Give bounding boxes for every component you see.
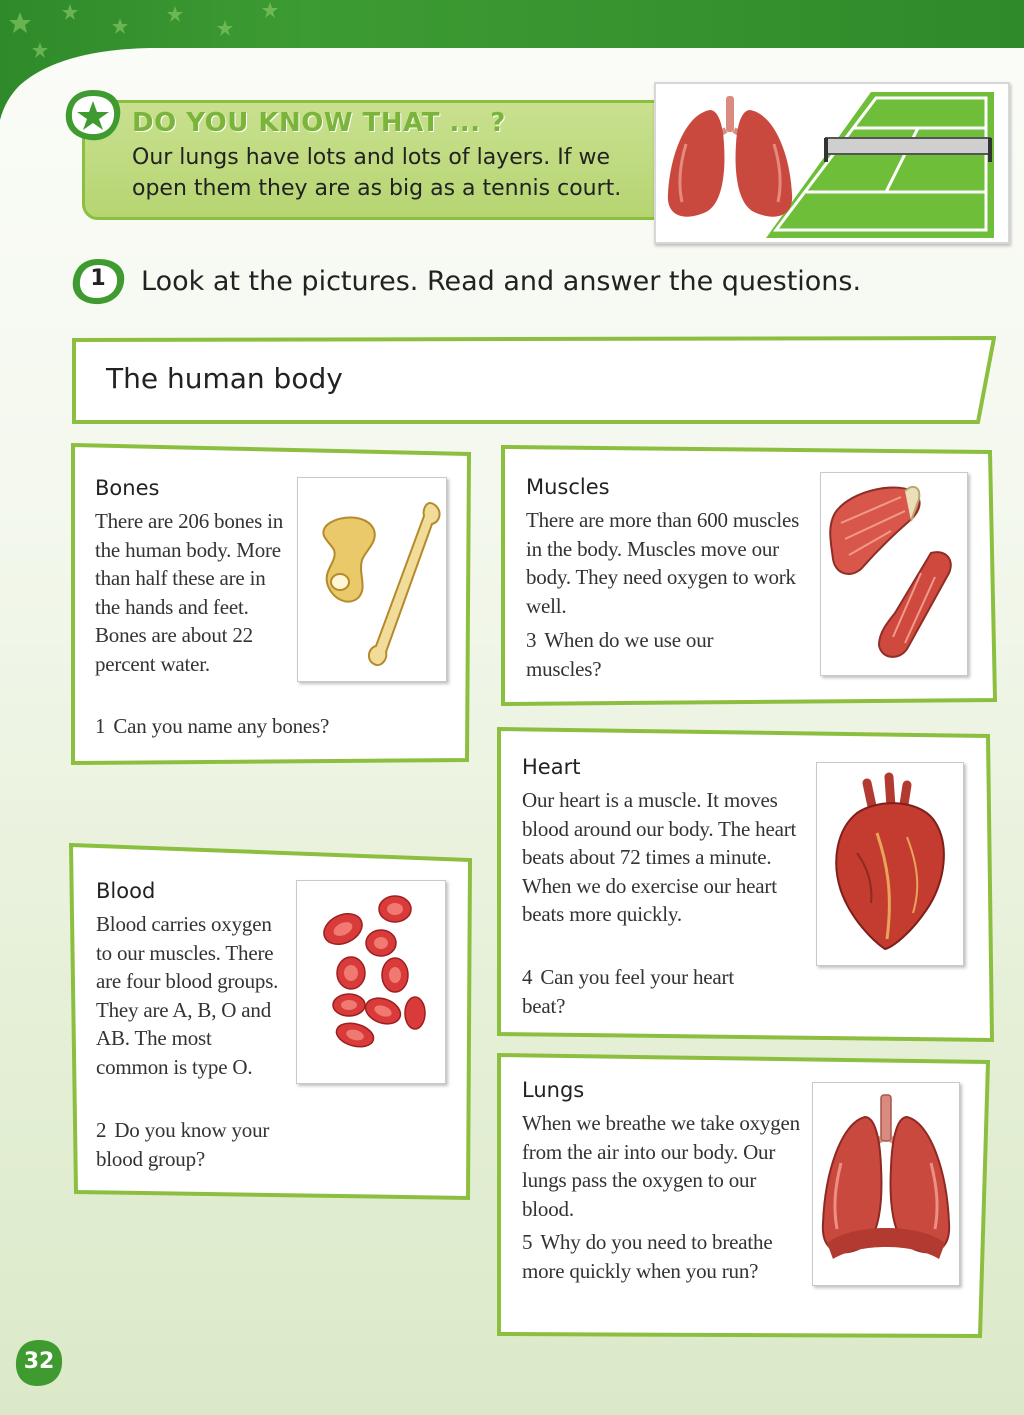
bones-question-text: Can you name any bones? [113,714,330,738]
bones-photo [297,477,447,682]
bones-text: There are 206 bones in the human body. More than half these are in the hands and feet. Bones are about 22 percent water. [95,509,284,676]
star-icon [62,88,124,144]
muscles-title: Muscles [526,475,610,499]
blood-text: Blood carries oxygen to our muscles. There are four blood groups. They are A, B, O and AB. The most common is type O. [96,912,279,1079]
muscles-text: There are more than 600 muscles in the body. Muscles move our body. They need oxygen to work well. [526,508,800,618]
bones-question-number: 1 [95,714,106,738]
heart-body [522,786,802,929]
did-you-know-text: Our lungs have lots and lots of layers. If we open them they are as big as a tennis court. [132,145,622,201]
lungs-title: Lungs [522,1078,585,1102]
blood-question-number: 2 [96,1118,107,1142]
page-number: 32 [23,1349,55,1374]
lungs-photo [812,1082,960,1286]
heart-photo [816,762,964,966]
blood-cells-photo [296,880,446,1084]
heart-text: Our heart is a muscle. It moves blood around our body. The heart beats about 72 times a minute. When we do exercise our heart beats more quickly. [522,788,797,926]
bones-title: Bones [95,476,160,500]
lungs-question-number: 5 [522,1230,533,1254]
heart-question-text: Can you feel your heart beat? [522,965,734,1018]
exercise-number: 1 [90,266,106,291]
blood-question [96,1116,316,1173]
heart-question-number: 4 [522,965,533,989]
blood-question-text: Do you know your blood group? [96,1118,270,1171]
muscles-question-number: 3 [526,628,537,652]
lungs-question [522,1228,792,1285]
bones-body [95,507,287,678]
muscles-photo [820,472,968,676]
muscles-question-text: When do we use our muscles? [526,628,714,681]
lungs-question-text: Why do you need to breathe more quickly when you run? [522,1230,773,1283]
blood-body [96,910,282,1081]
blood-title: Blood [96,879,156,903]
lungs-body [522,1109,802,1223]
heart-question [522,963,782,1020]
lungs-tennis-court-illustration [654,82,1010,244]
section-title: The human body [106,362,343,395]
muscles-question [526,626,776,683]
muscles-body [526,506,810,620]
did-you-know-heading: DO YOU KNOW THAT ... ? [132,108,506,138]
exercise-instruction: Look at the pictures. Read and answer the questions. [141,266,862,297]
lungs-text: When we breathe we take oxygen from the air into our body. Our lungs pass the oxygen to our blood. [522,1111,800,1221]
bones-question [95,712,425,741]
heart-title: Heart [522,755,581,779]
